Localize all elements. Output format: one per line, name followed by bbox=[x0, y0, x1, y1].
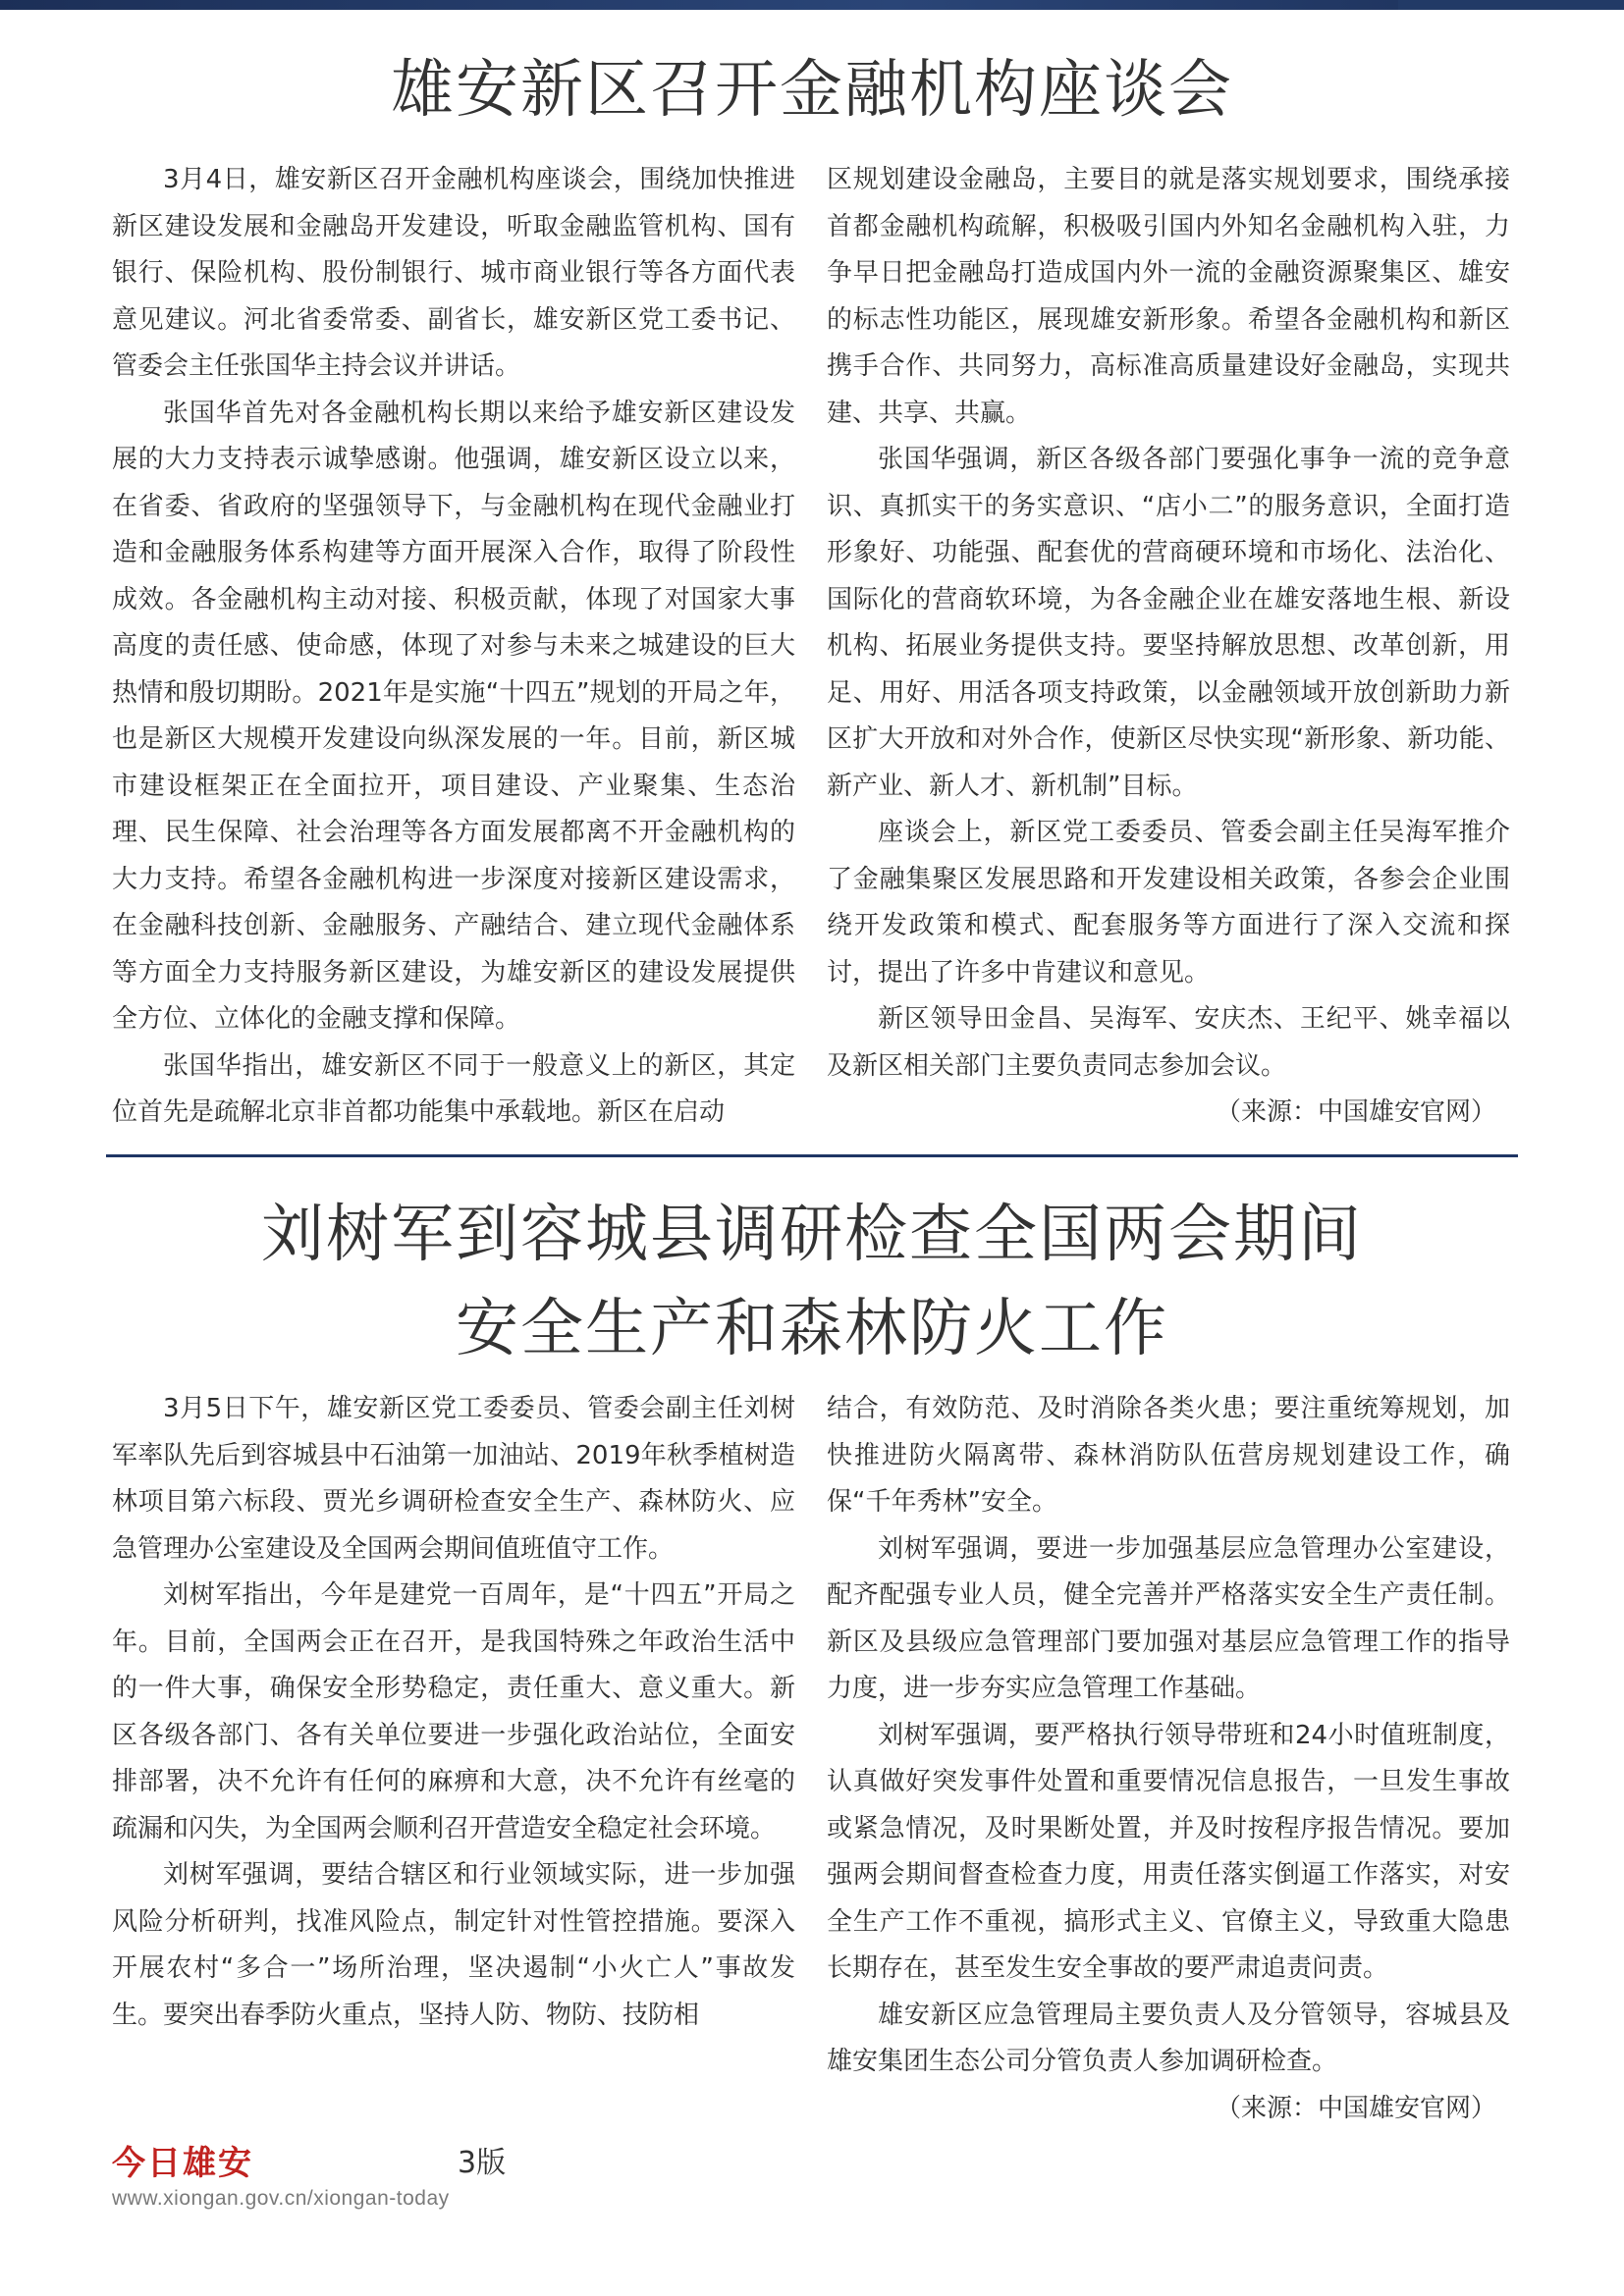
article1-paragraph-6: 新区领导田金昌、吴海军、安庆杰、王纪平、姚幸福以及新区相关部门主要负责同志参加会议。 bbox=[827, 1004, 1510, 1081]
article2-paragraph-3: 刘树军强调，要结合辖区和行业领域实际，进一步加强风险分析研判，找准风险点，制定针对性管控措施。要深入开展农村“多合一”场所治理，坚决遏制“小火亡人”事故发生。要突出春季防火重点，坚持人防、物防、技防相 bbox=[112, 1860, 795, 2030]
article1-paragraph-2: 张国华首先对各金融机构长期以来给予雄安新区建设发展的大力支持表示诚挚感谢。他强调，雄安新区设立以来，在省委、省政府的坚强领导下，与金融机构在现代金融业打造和金融服务体系构建等方面开展深入合作，取得了阶段性成效。各金融机构主动对接、积极贡献，体现了对国家大事高度的责任感、使命感，体现了对参与未来之城建设的巨大热情和殷切期盼。2021年是实施“十四五”规划的开局之年，也是新区大规模开发建设向纵深发展的一年。目前，新区城市建设框架正在全面拉开，项目建设、产业聚集、生态治理、民生保障、社会治理等各方面发展都离不开金融机构的大力支持。希望各金融机构进一步深度对接新区建设需求，在金融科技创新、金融服务、产融结合、建立现代金融体系等方面全力支持服务新区建设，为雄安新区的建设发展提供全方位、立体化的金融支撑和保障。 bbox=[112, 398, 795, 1034]
article2-source: （来源：中国雄安官网） bbox=[1215, 2093, 1496, 2123]
article2-left-column bbox=[112, 1386, 795, 2039]
article1-paragraph-1: 3月4日，雄安新区召开金融机构座谈会，围绕加快推进新区建设发展和金融岛开发建设，听取金融监管机构、国有银行、保险机构、股份制银行、城市商业银行等各方面代表意见建议。河北省委常委、副省长，雄安新区党工委书记、管委会主任张国华主持会议并讲话。 bbox=[112, 165, 795, 381]
article1-paragraph-3: 张国华指出，雄安新区不同于一般意义上的新区，其定位首先是疏解北京非首都功能集中承载地。新区在启动 bbox=[112, 1050, 795, 1127]
article2-paragraph-5: 刘树军强调，要严格执行领导带班和24小时值班制度，认真做好突发事件处置和重要情况信息报告，一旦发生事故或紧急情况，及时果断处置，并及时按程序报告情况。要加强两会期间督查检查力度，用责任落实倒逼工作落实，对安全生产工作不重视，搞形式主义、官僚主义，导致重大隐患长期存在，甚至发生安全事故的要严肃追责问责。 bbox=[827, 1720, 1510, 1983]
footer-url: www.xiongan.gov.cn/xiongan-today bbox=[112, 2187, 450, 2210]
article1-right-column bbox=[827, 157, 1510, 1137]
top-header-bar bbox=[0, 0, 1624, 10]
article1-title: 雄安新区召开金融机构座谈会 bbox=[391, 54, 1233, 127]
article1-paragraph-5: 座谈会上，新区党工委委员、管委会副主任吴海军推介了金融集聚区发展思路和开发建设相关政策，各参会企业围绕开发政策和模式、配套服务等方面进行了深入交流和探讨，提出了许多中肯建议和意见。 bbox=[827, 818, 1510, 988]
today-xiongan-logo: 今日雄安 bbox=[112, 2144, 253, 2183]
article1-paragraph-4: 张国华强调，新区各级各部门要强化事争一流的竞争意识、真抓实干的务实意识、“店小二”的服务意识，全面打造形象好、功能强、配套优的营商硬环境和市场化、法治化、国际化的营商软环境，为各金融企业在雄安落地生根、新设机构、拓展业务提供支持。要坚持解放思想、改革创新，用足、用好、用活各项支持政策，以金融领域开放创新助力新区扩大开放和对外合作，使新区尽快实现“新形象、新功能、新产业、新人才、新机制”目标。 bbox=[827, 445, 1510, 801]
top-header-bar-accent bbox=[1398, 0, 1624, 10]
article-separator-line bbox=[106, 1154, 1518, 1157]
article2-title-line1: 刘树军到容城县调研检查全国两会期间 bbox=[261, 1199, 1363, 1271]
article1-source: （来源：中国雄安官网） bbox=[1215, 1097, 1496, 1127]
article1-paragraph-3-continued: 区规划建设金融岛，主要目的就是落实规划要求，围绕承接首都金融机构疏解，积极吸引国内外知名金融机构入驻，力争早日把金融岛打造成国内外一流的金融资源聚集区、雄安的标志性功能区，展现雄安新形象。希望各金融机构和新区携手合作、共同努力，高标准高质量建设好金融岛，实现共建、共享、共赢。 bbox=[827, 165, 1510, 428]
article2-title bbox=[0, 1188, 1624, 1376]
article2-paragraph-2: 刘树军指出，今年是建党一百周年，是“十四五”开局之年。目前，全国两会正在召开，是我国特殊之年政治生活中的一件大事，确保安全形势稳定，责任重大、意义重大。新区各级各部门、各有关单位要进一步强化政治站位，全面安排部署，决不允许有任何的麻痹和大意，决不允许有丝毫的疏漏和闪失，为全国两会顺利召开营造安全稳定社会环境。 bbox=[112, 1580, 795, 1843]
article2-title-line2: 安全生产和森林防火工作 bbox=[456, 1293, 1168, 1365]
article2-paragraph-3-continued: 结合，有效防范、及时消除各类火患；要注重统筹规划，加快推进防火隔离带、森林消防队伍营房规划建设工作，确保“千年秀林”安全。 bbox=[827, 1394, 1510, 1517]
article2-paragraph-1: 3月5日下午，雄安新区党工委委员、管委会副主任刘树军率队先后到容城县中石油第一加油站、2019年秋季植树造林项目第六标段、贾光乡调研检查安全生产、森林防火、应急管理办公室建设及全国两会期间值班值守工作。 bbox=[112, 1394, 795, 1564]
article2-paragraph-4: 刘树军强调，要进一步加强基层应急管理办公室建设，配齐配强专业人员，健全完善并严格落实安全生产责任制。新区及县级应急管理部门要加强对基层应急管理工作的指导力度，进一步夯实应急管理工作基础。 bbox=[827, 1533, 1510, 1703]
article2-paragraph-6: 雄安新区应急管理局主要负责人及分管领导，容城县及雄安集团生态公司分管负责人参加调研检查。 bbox=[827, 2000, 1510, 2076]
article1-left-column bbox=[112, 157, 795, 1137]
article2-right-column bbox=[827, 1386, 1510, 2132]
page-number: 3版 bbox=[458, 2146, 507, 2180]
